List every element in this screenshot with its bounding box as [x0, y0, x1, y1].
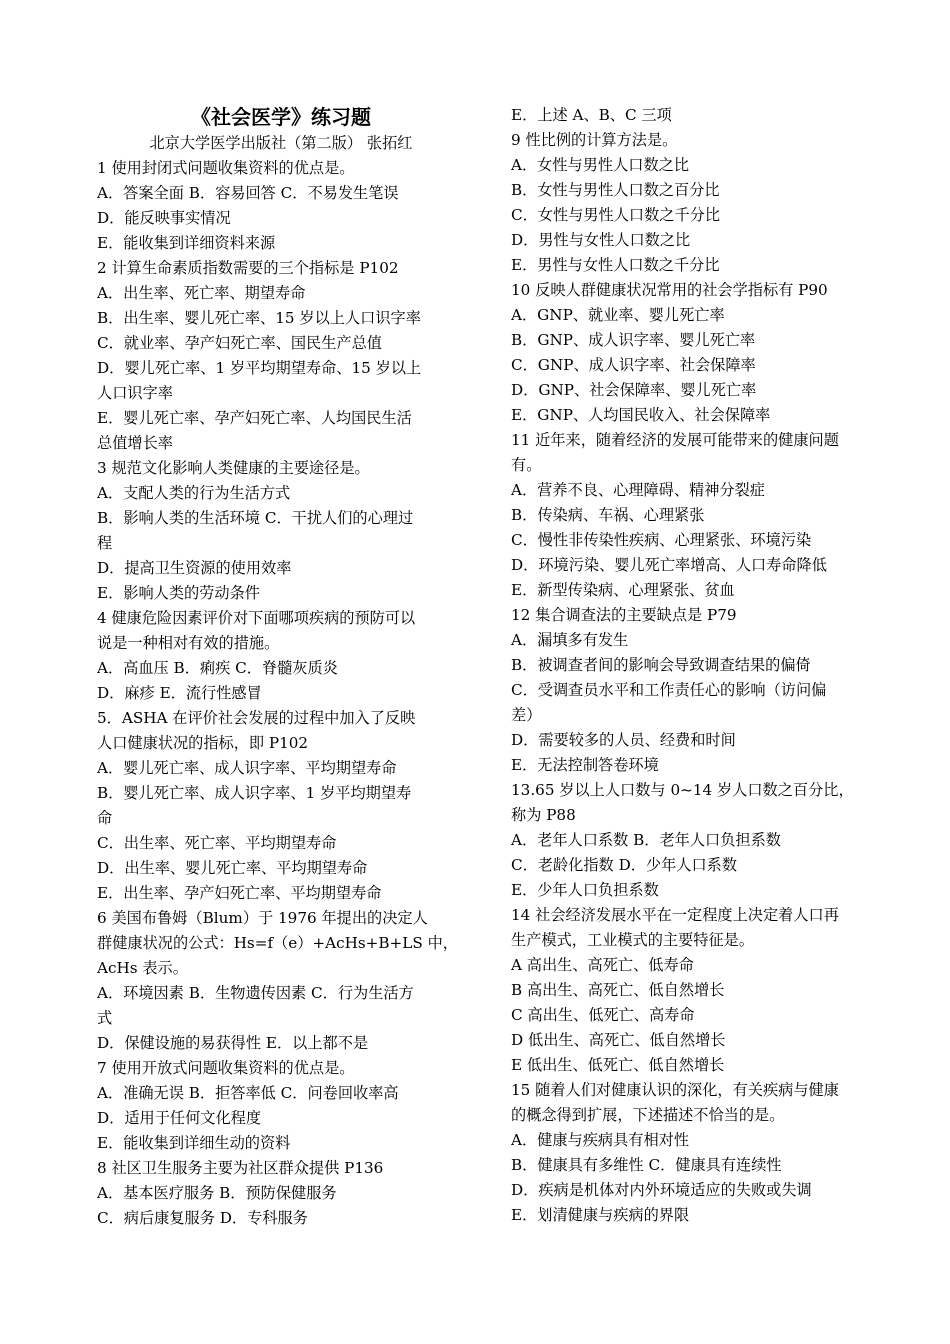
text-line: C．病后康复服务 D．专科服务: [97, 1209, 308, 1227]
text-line: B．影响人类的生活环境 C．干扰人们的心理过: [97, 509, 414, 527]
text-line: 13.65 岁以上人口数与 0~14 岁人口数之百分比，: [511, 781, 854, 799]
text-line: A．营养不良、心理障碍、精神分裂症: [511, 481, 765, 499]
right-column-lines: [511, 103, 873, 1228]
text-line: 12 集合调查法的主要缺点是 P79: [511, 606, 737, 624]
text-line: 式: [97, 1009, 113, 1027]
text-line: C．女性与男性人口数之千分比: [511, 206, 721, 224]
text-line: 程: [97, 534, 113, 552]
text-line: E．男性与女性人口数之千分比: [511, 256, 720, 274]
text-line: A 高出生、高死亡、低寿命: [511, 956, 694, 974]
text-line: E 低出生、低死亡、低自然增长: [511, 1056, 725, 1074]
text-line: 命: [97, 809, 113, 827]
text-line: E．新型传染病、心理紧张、贫血: [511, 581, 735, 599]
text-line: A．高血压 B．痢疾 C．脊髓灰质炎: [97, 659, 338, 677]
text-line: A．老年人口系数 B．老年人口负担系数: [511, 831, 781, 849]
text-line: A．支配人类的行为生活方式: [97, 484, 291, 502]
text-line: B．健康具有多维性 C．健康具有连续性: [511, 1156, 782, 1174]
text-line: AcHs 表示。: [97, 959, 188, 977]
text-line: C．出生率、死亡率、平均期望寿命: [97, 834, 337, 852]
text-line: 8 社区卫生服务主要为社区群众提供 P136: [97, 1159, 384, 1177]
text-line: A．女性与男性人口数之比: [511, 156, 690, 174]
text-line: 总值增长率: [97, 434, 173, 452]
text-line: 1 使用封闭式问题收集资料的优点是。: [97, 159, 355, 177]
text-line: C 高出生、低死亡、高寿命: [511, 1006, 695, 1024]
document-subtitle: 北京大学医学出版社（第二版） 张拓红: [149, 134, 413, 152]
text-line: D．需要较多的人员、经费和时间: [511, 731, 736, 749]
text-line: 3 规范文化影响人类健康的主要途径是。: [97, 459, 370, 477]
text-line: B．婴儿死亡率、成人识字率、1 岁平均期望寿: [97, 784, 412, 802]
text-line: 14 社会经济发展水平在一定程度上决定着人口再: [511, 906, 839, 924]
text-line: 6 美国布鲁姆（Blum）于 1976 年提出的决定人: [97, 909, 428, 927]
text-line: A．出生率、死亡率、期望寿命: [97, 284, 306, 302]
text-line: 的概念得到扩展，下述描述不恰当的是。: [511, 1106, 785, 1124]
text-line: D．男性与女性人口数之比: [511, 231, 691, 249]
left-column-lines: [97, 156, 465, 1231]
text-line: 2 计算生命素质指数需要的三个指标是 P102: [97, 259, 399, 277]
text-line: A．漏填多有发生: [511, 631, 629, 649]
text-line: E．婴儿死亡率、孕产妇死亡率、人均国民生活: [97, 409, 412, 427]
text-line: 人口识字率: [97, 384, 173, 402]
text-line: E．划清健康与疾病的界限: [511, 1206, 690, 1224]
text-line: D．提高卫生资源的使用效率: [97, 559, 292, 577]
text-line: C．慢性非传染性疾病、心理紧张、环境污染: [511, 531, 812, 549]
text-line: D．GNP、社会保障率、婴儿死亡率: [511, 381, 757, 399]
text-line: D．婴儿死亡率、1 岁平均期望寿命、15 岁以上: [97, 359, 422, 377]
text-line: C．老龄化指数 D．少年人口系数: [511, 856, 738, 874]
text-line: 15 随着人们对健康认识的深化，有关疾病与健康: [511, 1081, 839, 1099]
text-line: B．被调查者间的影响会导致调查结果的偏倚: [511, 656, 811, 674]
text-line: E．GNP、人均国民收入、社会保障率: [511, 406, 771, 424]
text-line: D．疾病是机体对内外环境适应的失败或失调: [511, 1181, 812, 1199]
text-line: D．环境污染、婴儿死亡率增高、人口寿命降低: [511, 556, 827, 574]
text-line: 11 近年来，随着经济的发展可能带来的健康问题: [511, 431, 839, 449]
right-column: [511, 103, 873, 1228]
text-line: 群健康状况的公式：Hs=f（e）+AcHs+B+LS 中，: [97, 934, 458, 952]
text-line: 差）: [511, 706, 542, 724]
text-line: C．就业率、孕产妇死亡率、国民生产总值: [97, 334, 382, 352]
text-line: E．能收集到详细生动的资料: [97, 1134, 291, 1152]
text-line: D．保健设施的易获得性 E．以上都不是: [97, 1034, 369, 1052]
text-line: 生产模式，工业模式的主要特征是。: [511, 931, 754, 949]
text-line: 9 性比例的计算方法是。: [511, 131, 678, 149]
text-line: A．婴儿死亡率、成人识字率、平均期望寿命: [97, 759, 397, 777]
text-line: 10 反映人群健康状况常用的社会学指标有 P90: [511, 281, 828, 299]
text-line: E．影响人类的劳动条件: [97, 584, 260, 602]
text-line: 人口健康状况的指标，即 P102: [97, 734, 309, 752]
text-line: 4 健康危险因素评价对下面哪项疾病的预防可以: [97, 609, 416, 627]
text-line: D 低出生、高死亡、低自然增长: [511, 1031, 726, 1049]
text-line: E．少年人口负担系数: [511, 881, 659, 899]
text-line: D．出生率、婴儿死亡率、平均期望寿命: [97, 859, 368, 877]
text-line: B．传染病、车祸、心理紧张: [511, 506, 705, 524]
text-line: A．健康与疾病具有相对性: [511, 1131, 690, 1149]
text-line: B．出生率、婴儿死亡率、15 岁以上人口识字率: [97, 309, 421, 327]
text-line: E．出生率、孕产妇死亡率、平均期望寿命: [97, 884, 382, 902]
text-line: E．能收集到详细资料来源: [97, 234, 276, 252]
text-line: E．无法控制答卷环境: [511, 756, 659, 774]
text-line: 说是一种相对有效的措施。: [97, 634, 280, 652]
text-line: B．GNP、成人识字率、婴儿死亡率: [511, 331, 756, 349]
text-line: E．上述 A、B、C 三项: [511, 106, 672, 124]
document-title: 《社会医学》练习题: [191, 105, 371, 129]
text-line: 5．ASHA 在评价社会发展的过程中加入了反映: [97, 709, 416, 727]
left-column: [97, 103, 465, 1231]
text-line: A．基本医疗服务 B．预防保健服务: [97, 1184, 337, 1202]
text-line: 有。: [511, 456, 542, 474]
text-line: A．GNP、就业率、婴儿死亡率: [511, 306, 725, 324]
text-line: D．能反映事实情况: [97, 209, 231, 227]
text-line: B．女性与男性人口数之百分比: [511, 181, 720, 199]
text-line: D．麻疹 E．流行性感冒: [97, 684, 262, 702]
text-line: C．受调查员水平和工作责任心的影响（访问偏: [511, 681, 827, 699]
text-line: B 高出生、高死亡、低自然增长: [511, 981, 725, 999]
text-line: 称为 P88: [511, 806, 576, 824]
text-line: A．答案全面 B．容易回答 C．不易发生笔误: [97, 184, 399, 202]
text-line: A．环境因素 B．生物遗传因素 C．行为生活方: [97, 984, 414, 1002]
text-line: D．适用于任何文化程度: [97, 1109, 262, 1127]
text-line: C．GNP、成人识字率、社会保障率: [511, 356, 756, 374]
text-line: A．准确无误 B．拒答率低 C．问卷回收率高: [97, 1084, 399, 1102]
text-line: 7 使用开放式问题收集资料的优点是。: [97, 1059, 355, 1077]
